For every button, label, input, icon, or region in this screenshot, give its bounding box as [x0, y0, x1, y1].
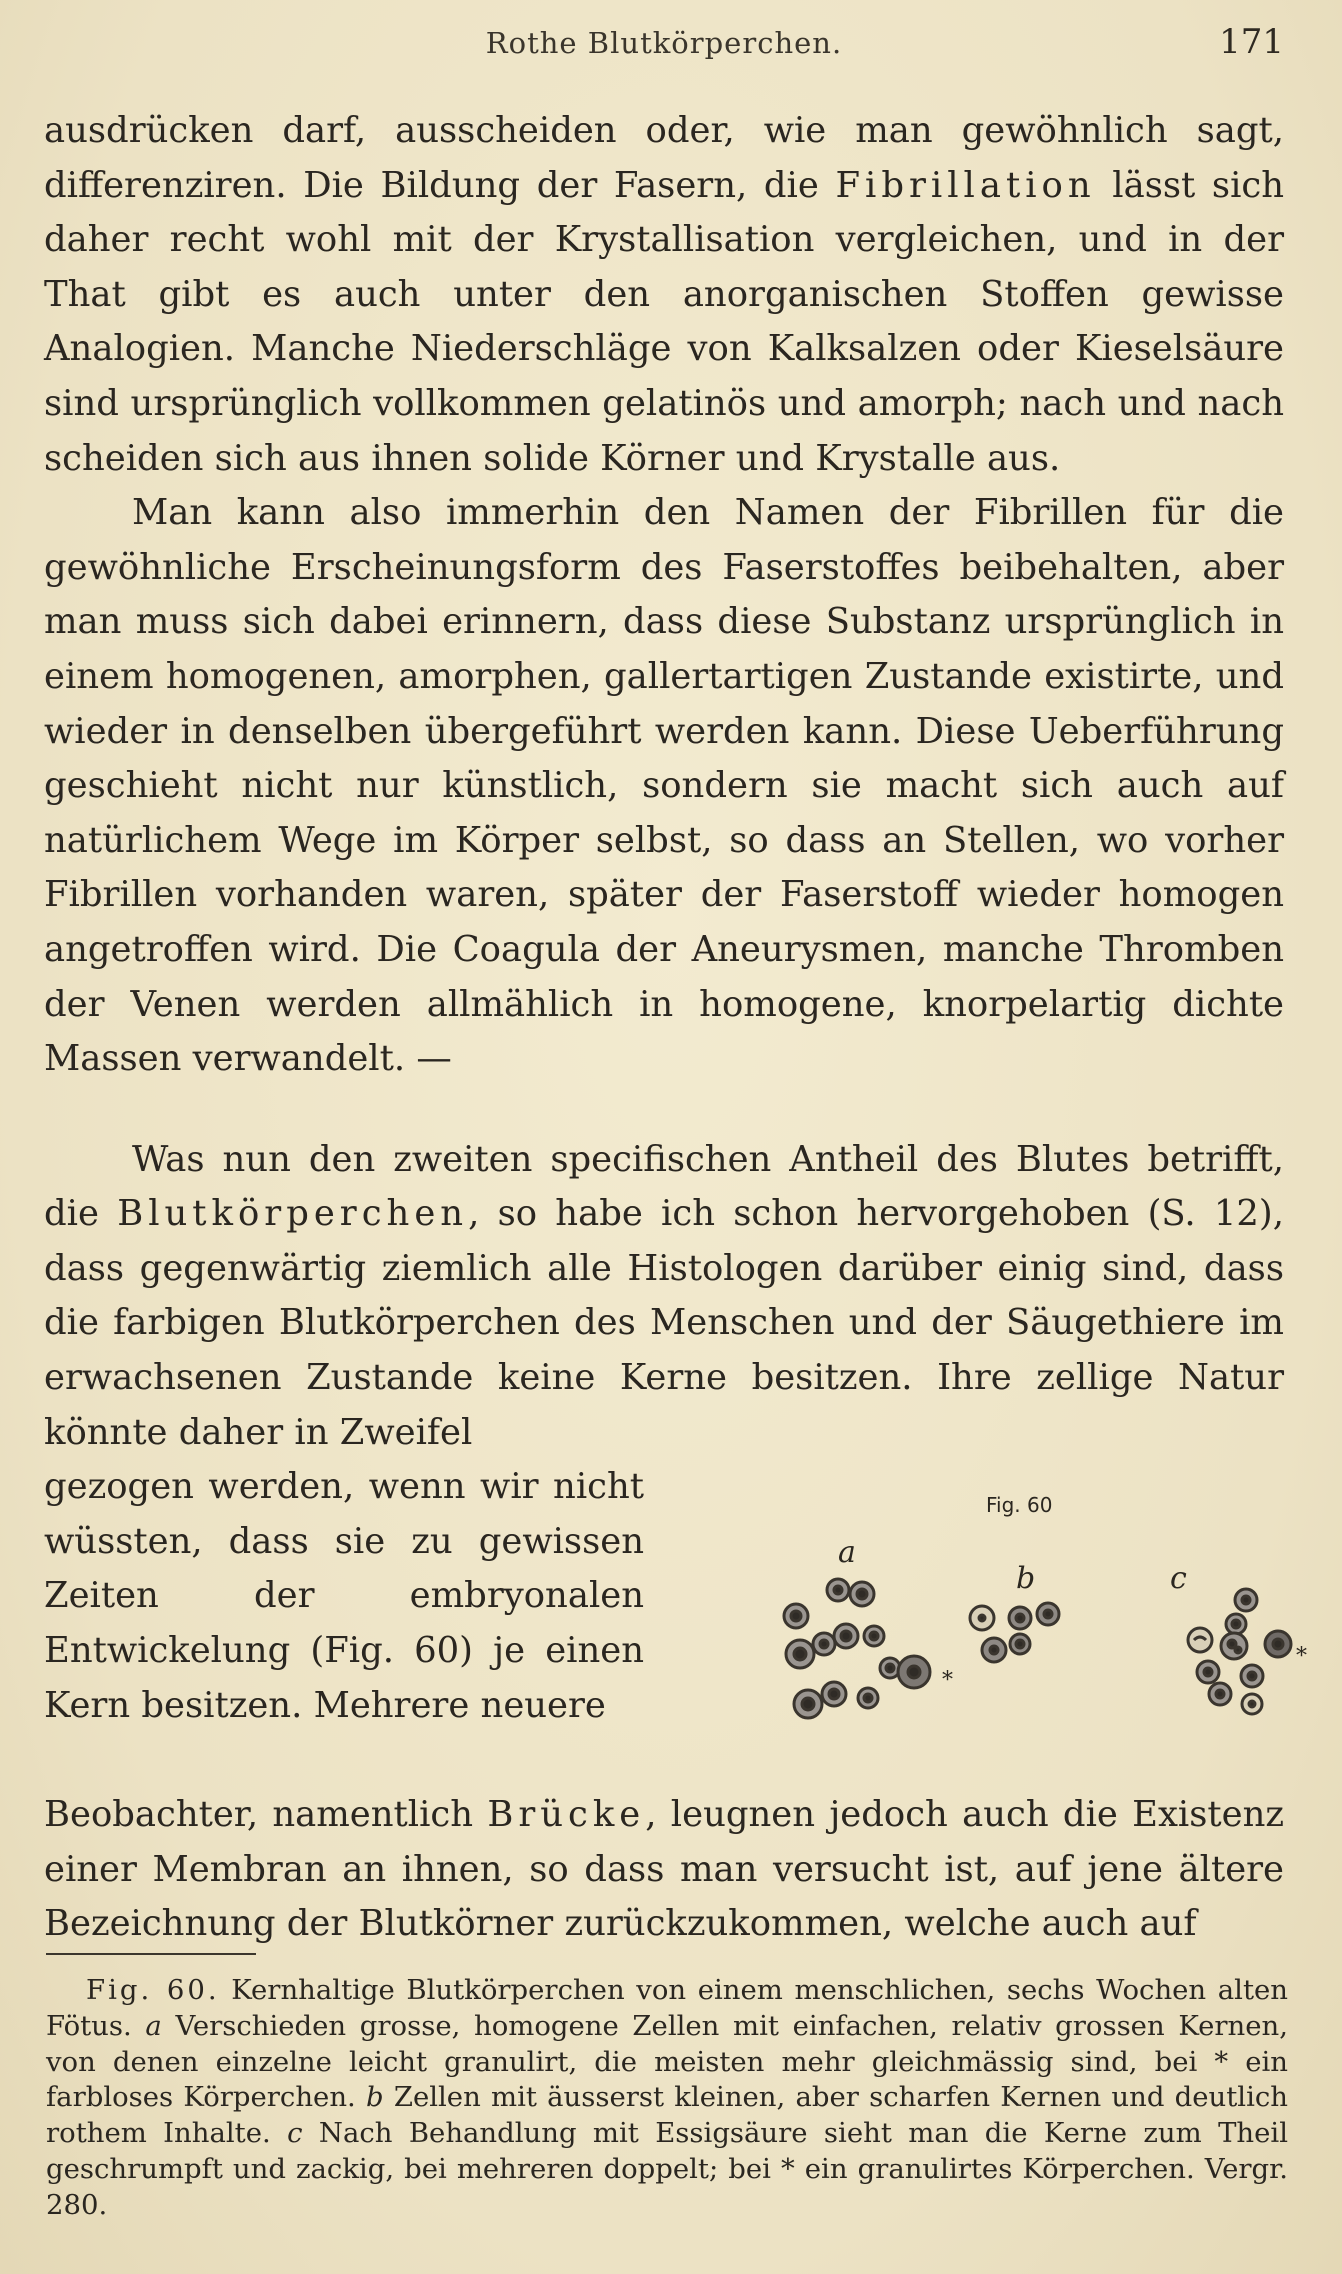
figure-wrap-region — [44, 1460, 1307, 1788]
paragraph-3-wrapped: gezogen werden, wenn wir nicht wüssten, dass sie zu gewissen Zeiten der embryonalen Entwickelung (Fig. 60) je einen Kern besitzen. Mehrere neuere — [44, 1466, 644, 1726]
paragraph-3-text-c: , so habe ich schon hervorgehoben (S. 12), dass gegenwärtig ziemlich alle Histologen darüber einig sind, dass die farbigen Blutkörperchen des Menschen und der Säugethiere im erwachsenen Zustande keine Kerne besitzen. Ihre zellige Natur könnte daher in Zweifel — [44, 1193, 1284, 1453]
figure-star-a: * — [942, 1668, 953, 1694]
footnote-rule — [46, 1953, 256, 1955]
paragraph-1 — [44, 104, 1284, 486]
paragraph-3-text-g: , leugnen jedoch auch die Existenz einer Membran an ihnen, so dass man versucht ist, auf jene ältere Bezeichnung der Blutkörner zurückzukommen, welche auch auf — [44, 1794, 1285, 1945]
spaced-term-fibrillation: Fibrillation — [835, 164, 1096, 206]
caption-paragraph — [46, 1973, 1288, 2224]
cell-group-a — [784, 1579, 930, 1718]
caption-fig-ref: Fig. 60. — [86, 1974, 220, 2006]
caption-text-f: Zellen mit äusserst kleinen, aber scharfen Kernen und deutlich rothem Inhalte. — [46, 2081, 1289, 2150]
paragraph-3-text-a: Was nun den zweiten specifischen Antheil des Blutes betrifft, die — [44, 1138, 1284, 1235]
caption-text-d: Verschieden grosse, homogene Zellen mit einfachen, relativ grossen Kernen, von denen einzelne leicht granulirt, die meisten mehr gleichmässig sind, bei * ein farbloses Körperchen. — [46, 2009, 1288, 2114]
paragraph-1-text-a: ausdrücken darf, ausscheiden oder, wie man gewöhnlich sagt, differenziren. Die Bildung der Fasern, die — [44, 110, 1284, 206]
caption-text-h: Nach Behandlung mit Essigsäure sieht man die Kerne zum Theil geschrumpft und zackig, bei mehreren doppelt; bei * ein granulirtes Körperchen. Vergr. 280. — [46, 2117, 1288, 2221]
running-title: Rothe Blutkörperchen. — [485, 26, 843, 60]
paragraph-3-text-e: Beobachter, namentlich — [44, 1794, 488, 1836]
figure-star-c: * — [1296, 1644, 1307, 1670]
caption-text-b: Kernhaltige Blutkörperchen von einem menschlichen, sechs Wochen alten Fötus. — [46, 1974, 1289, 2042]
figure-caption — [46, 1973, 1288, 2224]
cell-group-b — [970, 1603, 1059, 1662]
figure-letter-a: a — [838, 1535, 856, 1571]
figure-letter-b: b — [1016, 1561, 1036, 1597]
paragraph-3 — [44, 1133, 1284, 1461]
spaced-name-bruecke: Brücke — [487, 1794, 646, 1836]
figure-letter-c: c — [1170, 1561, 1187, 1597]
page-header — [44, 22, 1284, 72]
figure-60 — [734, 1468, 1334, 1788]
figure-label: Fig. 60 — [986, 1493, 1053, 1518]
cell-group-c — [1188, 1589, 1291, 1714]
body-text — [44, 104, 1307, 1952]
caption-letter-b: b — [366, 2081, 384, 2114]
paragraph-3-continued — [44, 1788, 1284, 1952]
paragraph-2: Man kann also immerhin den Namen der Fibrillen für die gewöhnliche Erscheinungsform des Faserstoffes beibehalten, aber man muss sich dabei erinnern, dass diese Substanz ursprünglich in einem homogenen, amorphen, gallertartigen Zustande existirte, und wieder in denselben übergeführt werden kann. Diese Ueberführung geschieht nicht nur künstlich, sondern sie macht sich auch auf natürlichem Wege im Körper selbst, so dass an Stellen, wo vorher Fibrillen vorhanden waren, später der Faserstoff wieder homogen angetroffen wird. Die Coagula der Aneurysmen, manche Thromben der Venen werden allmählich in homogene, knorpelartig dichte Massen verwandelt. — — [44, 492, 1284, 1080]
caption-letter-c: c — [287, 2117, 303, 2150]
page-number: 171 — [1219, 22, 1284, 62]
spaced-term-blutkoerperchen: Blutkörperchen — [117, 1193, 469, 1235]
caption-letter-a: a — [145, 2009, 162, 2042]
paragraph-1-text-c: lässt sich daher recht wohl mit der Krystallisation vergleichen, und in der That gibt es auch unter den anorganischen Stoffen gewisse Analogien. Manche Niederschläge von Kalksalzen oder Kieselsäure sind ursprünglich vollkommen gelatinös und amorph; nach und nach scheiden sich aus ihnen solide Körner und Krystalle aus. — [44, 164, 1284, 479]
